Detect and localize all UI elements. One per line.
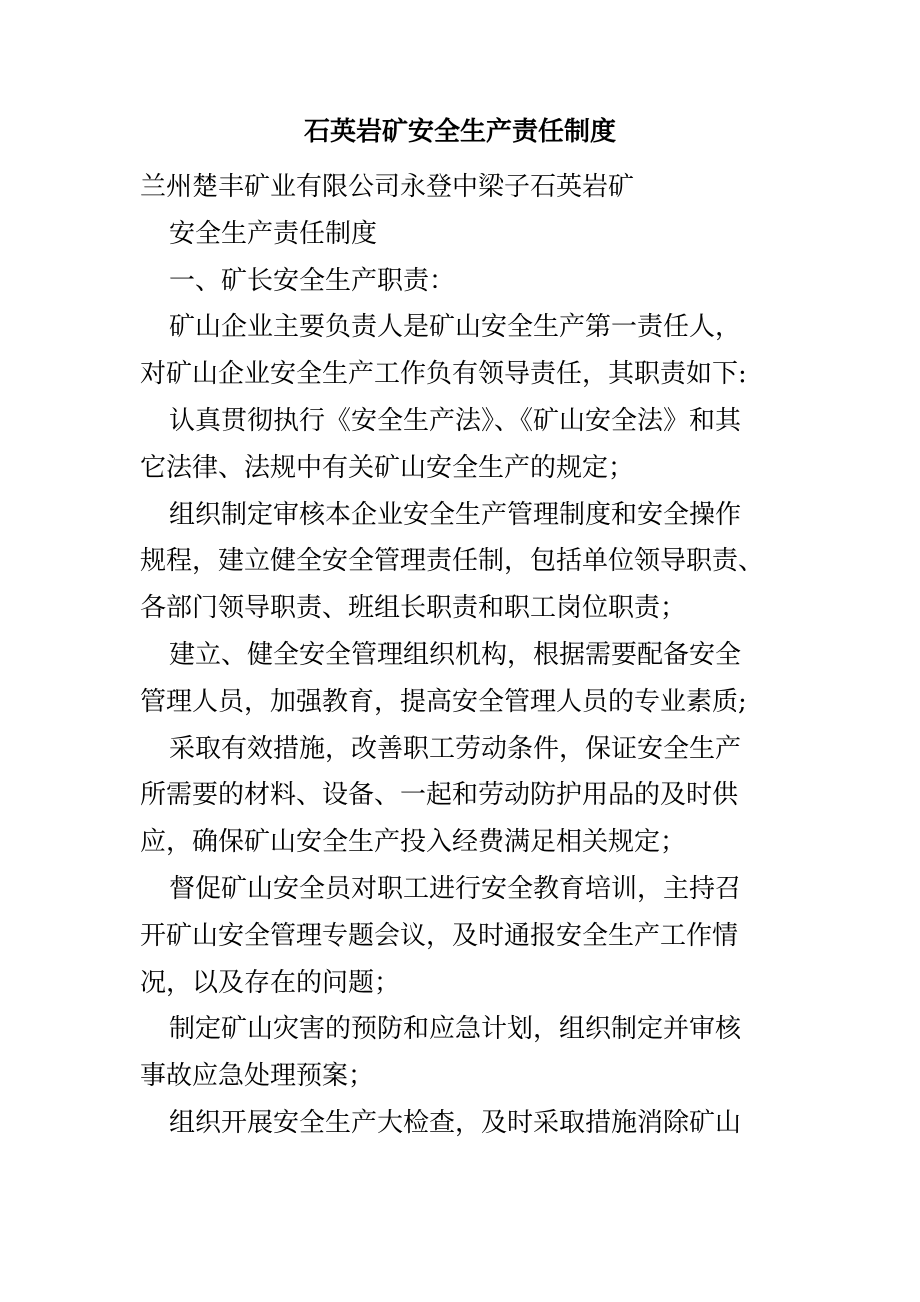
paragraph-line: 所需要的材料、设备、一起和劳动防护用品的及时供 bbox=[140, 780, 739, 811]
paragraph-line: 建立、健全安全管理组织机构，根据需要配备安全 bbox=[169, 639, 742, 670]
document-title: 石英岩矿安全生产责任制度 bbox=[303, 117, 616, 147]
paragraph-line: 认真贯彻执行《安全生产法》、《矿山安全法》和其 bbox=[169, 405, 742, 436]
paragraph-line: 规程，建立健全安全管理责任制，包括单位领导职责、 bbox=[140, 546, 765, 577]
paragraph-line: 它法律、法规中有关矿山安全生产的规定； bbox=[140, 452, 635, 483]
paragraph-line: 督促矿山安全员对职工进行安全教育培训，主持召 bbox=[169, 873, 742, 904]
paragraph-line: 各部门领导职责、班组长职责和职工岗位职责； bbox=[140, 593, 687, 624]
paragraph-line: 开矿山安全管理专题会议，及时通报安全生产工作情 bbox=[140, 920, 739, 951]
company-line: 兰州楚丰矿业有限公司永登中梁子石英岩矿 bbox=[140, 172, 635, 202]
paragraph-line: 应，确保矿山安全生产投入经费满足相关规定； bbox=[140, 827, 687, 858]
paragraph-line: 对矿山企业安全生产工作负有领导责任，其职责如下: bbox=[140, 359, 747, 390]
paragraph-line: 管理人员，加强教育，提高安全管理人员的专业素质; bbox=[140, 686, 747, 717]
paragraph-line: 矿山企业主要负责人是矿山安全生产第一责任人， bbox=[169, 312, 742, 343]
paragraph-line: 组织开展安全生产大检查，及时采取措施消除矿山 bbox=[169, 1107, 742, 1138]
document-body bbox=[140, 164, 790, 1147]
paragraph-line: 况，以及存在的问题； bbox=[140, 967, 401, 998]
section-heading: 安全生产责任制度 bbox=[169, 218, 378, 249]
paragraph-line: 采取有效措施，改善职工劳动条件，保证安全生产 bbox=[169, 733, 742, 764]
subsection-heading: 一、矿长安全生产职责： bbox=[169, 265, 456, 296]
paragraph-line: 事故应急处理预案； bbox=[140, 1061, 375, 1092]
paragraph-line: 制定矿山灾害的预防和应急计划，组织制定并审核 bbox=[169, 1014, 742, 1045]
paragraph-line: 组织制定审核本企业安全生产管理制度和安全操作 bbox=[169, 499, 742, 530]
